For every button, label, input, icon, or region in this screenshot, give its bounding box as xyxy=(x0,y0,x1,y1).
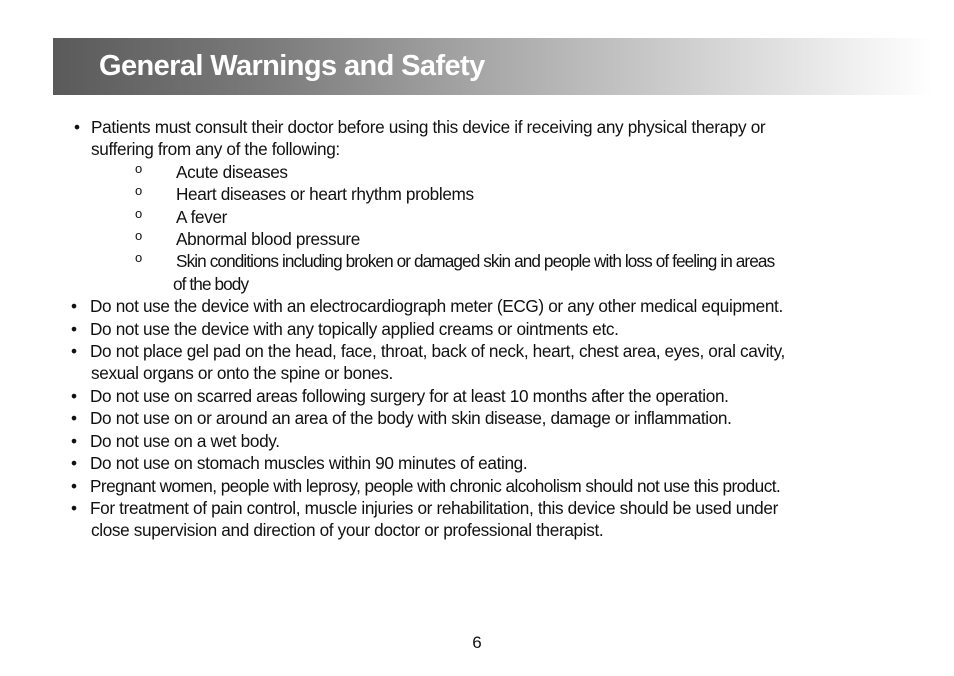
warnings-list xyxy=(70,116,930,542)
sublist-item xyxy=(90,161,930,183)
circle-bullet-icon: o xyxy=(135,250,142,266)
sublist-item-text-continued: of the body xyxy=(173,273,249,294)
list-item-text: Do not place gel pad on the head, face, throat, back of neck, heart, chest area, eyes, oral cavity, xyxy=(90,341,785,362)
bullet-icon: • xyxy=(71,408,77,429)
list-item-text: Do not use on a wet body. xyxy=(90,430,280,451)
conditions-sublist xyxy=(90,161,930,295)
sublist-item xyxy=(90,183,930,205)
sublist-item-text: Acute diseases xyxy=(176,161,288,182)
circle-bullet-icon: o xyxy=(135,228,142,244)
bullet-icon: • xyxy=(71,453,77,474)
list-item-text: Patients must consult their doctor before using this device if receiving any physical therapy or xyxy=(91,117,766,137)
sublist-item-text: A fever xyxy=(176,206,228,227)
bullet-icon: • xyxy=(71,341,77,362)
list-item xyxy=(70,340,930,385)
list-item xyxy=(70,407,930,429)
list-item-text: For treatment of pain control, muscle injuries or rehabilitation, this device should be used under xyxy=(90,497,778,518)
list-item xyxy=(70,452,930,474)
list-item-text: Do not use the device with an electrocardiograph meter (ECG) or any other medical equipment. xyxy=(90,296,783,317)
list-item-text: Do not use the device with any topically applied creams or ointments etc. xyxy=(90,318,619,339)
list-item xyxy=(70,430,930,452)
section-header-bar xyxy=(53,38,933,95)
circle-bullet-icon: o xyxy=(135,183,142,199)
sublist-item xyxy=(90,206,930,228)
sublist-item-text: Heart diseases or heart rhythm problems xyxy=(176,184,474,205)
bullet-icon: • xyxy=(71,318,77,339)
sublist-item-text: Skin conditions including broken or damaged skin and people with loss of feeling in areas xyxy=(176,251,775,272)
list-item xyxy=(70,116,930,295)
list-item xyxy=(70,318,930,340)
list-item xyxy=(70,385,930,407)
bullet-icon: • xyxy=(71,475,77,496)
list-item-text: Pregnant women, people with leprosy, people with chronic alcoholism should not use this product. xyxy=(90,475,781,496)
bullet-icon: • xyxy=(71,497,77,518)
sublist-item xyxy=(90,228,930,250)
list-item-text-continued: suffering from any of the following: xyxy=(91,139,340,160)
list-item-text: Do not use on stomach muscles within 90 minutes of eating. xyxy=(90,453,528,474)
page-title: General Warnings and Safety xyxy=(99,50,485,82)
sublist-item-text: Abnormal blood pressure xyxy=(176,229,360,250)
list-item-text: Do not use on or around an area of the body with skin disease, damage or inflammation. xyxy=(90,408,732,429)
list-item xyxy=(70,497,930,542)
list-item xyxy=(70,475,930,497)
bullet-icon: • xyxy=(74,117,80,137)
list-item-text: Do not use on scarred areas following surgery for at least 10 months after the operation. xyxy=(90,385,729,406)
bullet-icon: • xyxy=(71,385,77,406)
sublist-item xyxy=(90,250,930,295)
list-item-text-continued: sexual organs or onto the spine or bones. xyxy=(91,363,393,384)
bullet-icon: • xyxy=(71,296,77,317)
page-number: 6 xyxy=(472,633,482,652)
circle-bullet-icon: o xyxy=(135,205,142,221)
list-item xyxy=(70,295,930,317)
bullet-icon: • xyxy=(71,430,77,451)
list-item-text-continued: close supervision and direction of your doctor or professional therapist. xyxy=(91,520,604,541)
circle-bullet-icon: o xyxy=(135,160,142,176)
